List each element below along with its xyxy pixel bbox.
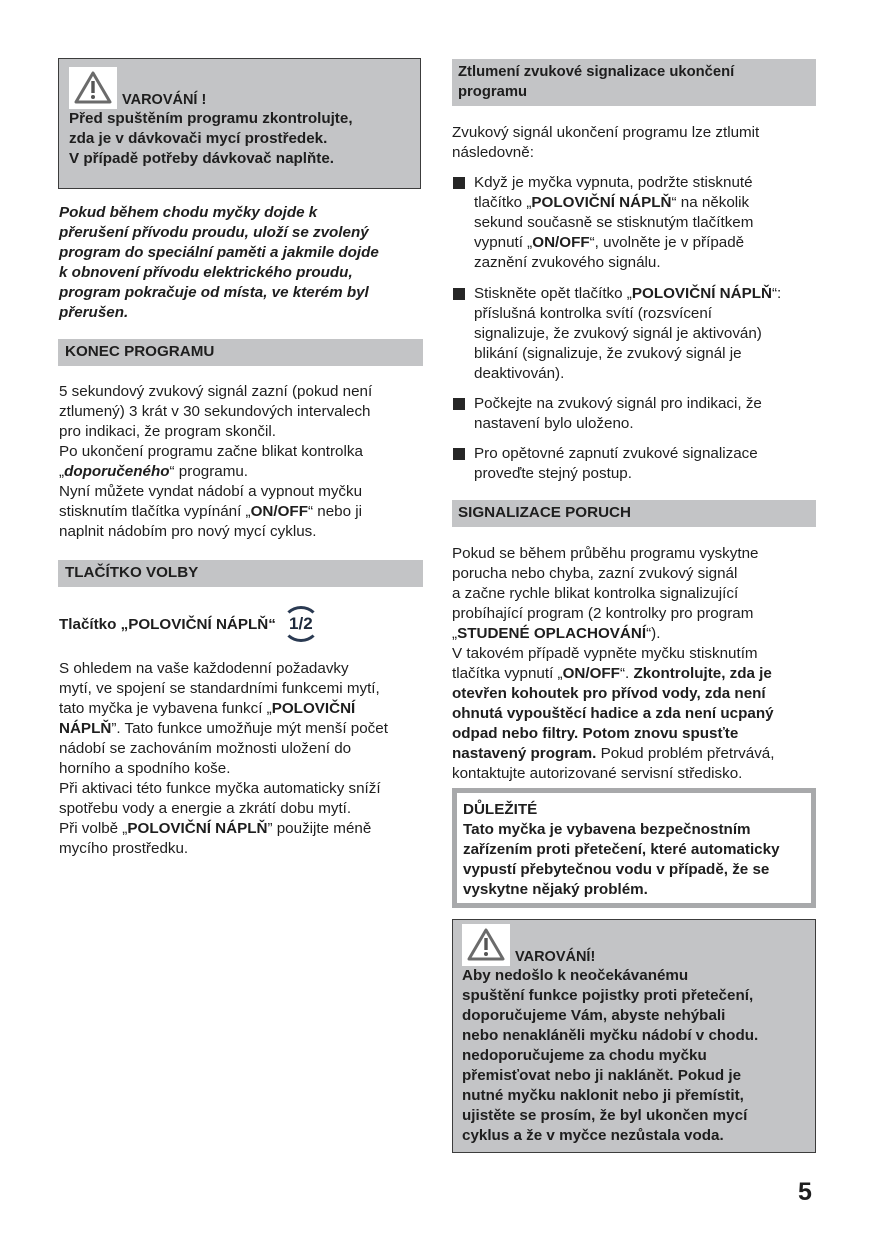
text: Stiskněte opět tlačítko „ xyxy=(474,285,632,302)
text-line: následovně: xyxy=(452,144,534,161)
important-line: Tato myčka je vybavena bezpečnostním xyxy=(463,821,751,838)
end-of-program-text xyxy=(59,382,429,542)
mute-intro xyxy=(452,123,822,163)
text-line xyxy=(452,684,824,704)
page-number: 5 xyxy=(798,1178,812,1206)
text: stisknutím tlačítka vypínání „ xyxy=(59,503,251,520)
fault-text xyxy=(452,544,824,784)
function-name: POLOVIČNÍ NÁPLŇ xyxy=(127,820,268,837)
text: “, uvolněte je v případě xyxy=(589,234,745,251)
warning-triangle-icon xyxy=(69,67,117,109)
text-line: Po ukončení programu začne blikat kontrolka xyxy=(59,443,363,460)
text-line: 5 sekundový zvukový signál zazní (pokud není xyxy=(59,383,373,400)
button-name: ON/OFF xyxy=(562,665,620,682)
note-line: program do speciální paměti a jakmile dojde xyxy=(59,244,379,261)
button-name: ON/OFF xyxy=(532,234,590,251)
important-line: vyskytne nějaký problém. xyxy=(463,881,648,898)
bold-text: otevřen kohoutek pro přívod vody, zda není xyxy=(452,685,766,702)
text: Při volbě „ xyxy=(59,820,128,837)
text-line: Pokud se během průběhu programu vyskytne xyxy=(452,545,759,562)
text-line xyxy=(474,233,824,253)
text-line xyxy=(452,704,824,724)
quote: „ xyxy=(59,463,65,480)
section-heading-fault-signal: SIGNALIZACE PORUCH xyxy=(452,500,816,527)
section-heading-mute-signal xyxy=(452,59,816,106)
text-line xyxy=(59,699,429,719)
text-line: proveďte stejný postup. xyxy=(474,465,632,482)
warning-box-detergent xyxy=(58,58,421,189)
bullet-square-icon xyxy=(453,398,465,410)
text-line xyxy=(59,719,429,739)
text: “: xyxy=(771,285,782,302)
text-line xyxy=(59,502,429,522)
emphasis: doporučeného xyxy=(64,463,170,480)
text: ” použijte méně xyxy=(267,820,372,837)
heading-line: programu xyxy=(458,84,528,100)
heading-line: Ztlumení zvukové signalizace ukončení xyxy=(458,64,735,80)
warning-header xyxy=(462,924,806,966)
text-line: S ohledem na vaše každodenní požadavky xyxy=(59,660,349,677)
text-line xyxy=(452,744,824,764)
list-item xyxy=(452,284,824,384)
warning-line: doporučujeme Vám, abyste nehýbali xyxy=(462,1007,726,1024)
text-line: Nyní můžete vyndat nádobí a vypnout myčku xyxy=(59,483,363,500)
bold-text: odpad nebo filtry. Potom znovu spusťte xyxy=(452,725,739,742)
text-line: probíhající program (2 kontrolky pro program xyxy=(452,605,754,622)
warning-line: Před spuštěním programu zkontrolujte, xyxy=(69,110,353,127)
text-line: porucha nebo chyba, zazní zvukový signál xyxy=(452,565,738,582)
list-item xyxy=(452,173,824,273)
text-line xyxy=(59,462,429,482)
function-name: NÁPLŇ xyxy=(59,720,112,737)
text-line xyxy=(452,664,824,684)
bold-text: ohnutá vypouštěcí hadice a zda není ucpaný xyxy=(452,705,774,722)
program-name: STUDENÉ OPLACHOVÁNÍ xyxy=(457,625,647,642)
text-line: Zvukový signál ukončení programu lze ztlumit xyxy=(452,124,760,141)
text-line: V takovém případě vypněte myčku stisknutím xyxy=(452,645,758,662)
bold-text: nastavený program. xyxy=(452,745,597,762)
text: tato myčka je vybavena funkcí „ xyxy=(59,700,272,717)
note-line: přerušen. xyxy=(59,304,129,321)
note-line: k obnovení přívodu elektrického proudu, xyxy=(59,264,353,281)
section-heading-end-of-program: KONEC PROGRAMU xyxy=(58,339,423,366)
warning-line: spuštění funkce pojistky proti přetečení, xyxy=(462,987,754,1004)
text: “ na několik xyxy=(671,194,750,211)
text-line: naplnit nádobím pro nový mycí cyklus. xyxy=(59,523,317,540)
half-load-subheading xyxy=(59,606,320,642)
warning-line: přemisťovat nebo ji naklánět. Pokud je xyxy=(462,1067,742,1084)
text: Pokud problém přetrvává, xyxy=(596,745,775,762)
text-line xyxy=(59,819,429,839)
text-line: pro indikaci, že program skončil. xyxy=(59,423,276,440)
text-line xyxy=(452,624,824,644)
text-line xyxy=(474,193,824,213)
half-load-icon xyxy=(282,606,320,642)
text: “ nebo ji xyxy=(307,503,363,520)
list-item xyxy=(452,394,824,434)
important-line: vypustí přebytečnou vodu v případě, že se xyxy=(463,861,770,878)
warning-title: VAROVÁNÍ! xyxy=(515,949,596,965)
text-line: mytí, ve spojení se standardními funkcemi mytí, xyxy=(59,680,380,697)
important-title: DŮLEŽITÉ xyxy=(463,801,538,818)
text-line: sekund současně se stisknutým tlačítkem xyxy=(474,214,754,231)
button-name: POLOVIČNÍ NÁPLŇ xyxy=(531,194,672,211)
text: „ xyxy=(452,625,458,642)
text-line: horního a spodního koše. xyxy=(59,760,231,777)
note-line: program pokračuje od místa, ve kterém byl xyxy=(59,284,369,301)
bullet-square-icon xyxy=(453,448,465,460)
text-line: zaznění zvukového signálu. xyxy=(474,254,661,271)
text-line: Pro opětovné zapnutí zvukové signalizace xyxy=(474,445,758,462)
note-line: přerušení přívodu proudu, uloží se zvolený xyxy=(59,224,369,241)
bullet-square-icon xyxy=(453,288,465,300)
text-line: a začne rychle blikat kontrolka signalizující xyxy=(452,585,739,602)
text: tlačítka vypnutí „ xyxy=(452,665,563,682)
text: “). xyxy=(646,625,661,642)
note-line: Pokud během chodu myčky dojde k xyxy=(59,204,318,221)
button-name: POLOVIČNÍ NÁPLŇ xyxy=(631,285,772,302)
warning-line: zda je v dávkovači mycí prostředek. xyxy=(69,130,328,147)
warning-line: Aby nedošlo k neočekávanému xyxy=(462,967,689,984)
text-line: deaktivován). xyxy=(474,365,565,382)
text: “. xyxy=(619,665,634,682)
text-line: nádobí se zachováním možnosti uložení do xyxy=(59,740,352,757)
text-line: signalizuje, že zvukový signál je aktivován) xyxy=(474,325,762,342)
text-line: Když je myčka vypnuta, podržte stisknuté xyxy=(474,174,753,191)
text: vypnutí „ xyxy=(474,234,533,251)
half-load-text xyxy=(59,659,429,859)
text-line xyxy=(452,724,824,744)
text-line: Při aktivaci této funkce myčka automaticky sníží xyxy=(59,780,381,797)
bold-text: Zkontrolujte, zda je xyxy=(633,665,772,682)
half-load-icon-text: 1/2 xyxy=(289,614,313,633)
warning-box-overflow xyxy=(452,919,816,1153)
warning-triangle-icon xyxy=(462,924,510,966)
text-line: Počkejte na zvukový signál pro indikaci, že xyxy=(474,395,762,412)
text-line: kontaktujte autorizované servisní středisko. xyxy=(452,765,743,782)
subheading-text: Tlačítko „POLOVIČNÍ NÁPLŇ“ xyxy=(59,615,276,633)
text: ”. Tato funkce umožňuje mýt menší počet xyxy=(111,720,388,737)
text-line xyxy=(474,284,824,304)
text-line: blikání (signalizuje, že zvukový signál je xyxy=(474,345,742,362)
button-name: ON/OFF xyxy=(250,503,308,520)
function-name: POLOVIČNÍ xyxy=(271,700,356,717)
warning-line: nedoporučujeme za chodu myčku xyxy=(462,1047,707,1064)
text-line: mycího prostředku. xyxy=(59,840,189,857)
section-heading-select-button: TLAČÍTKO VOLBY xyxy=(58,560,423,587)
warning-title: VAROVÁNÍ ! xyxy=(122,92,207,108)
warning-line: cyklus a že v myčce nezůstala voda. xyxy=(462,1127,724,1144)
important-line: zařízením proti přetečení, které automaticky xyxy=(463,841,780,858)
warning-header xyxy=(69,67,410,109)
warning-line: ujistěte se prosím, že byl ukončen mycí xyxy=(462,1107,748,1124)
warning-line: nebo nenakláněli myčku nádobí v chodu. xyxy=(462,1027,759,1044)
text: “ programu. xyxy=(169,463,249,480)
text-line: ztlumený) 3 krát v 30 sekundových intervalech xyxy=(59,403,371,420)
bullet-square-icon xyxy=(453,177,465,189)
text-line: nastavení bylo uloženo. xyxy=(474,415,634,432)
text: tlačítko „ xyxy=(474,194,532,211)
warning-line: nutné myčku naklonit nebo ji přemístit, xyxy=(462,1087,744,1104)
text-line: příslušná kontrolka svítí (rozsvícení xyxy=(474,305,713,322)
text-line: spotřebu vody a energie a zkrátí dobu mytí. xyxy=(59,800,352,817)
important-box xyxy=(452,788,816,908)
power-interruption-note xyxy=(59,203,429,323)
warning-line: V případě potřeby dávkovač naplňte. xyxy=(69,150,335,167)
list-item xyxy=(452,444,824,484)
